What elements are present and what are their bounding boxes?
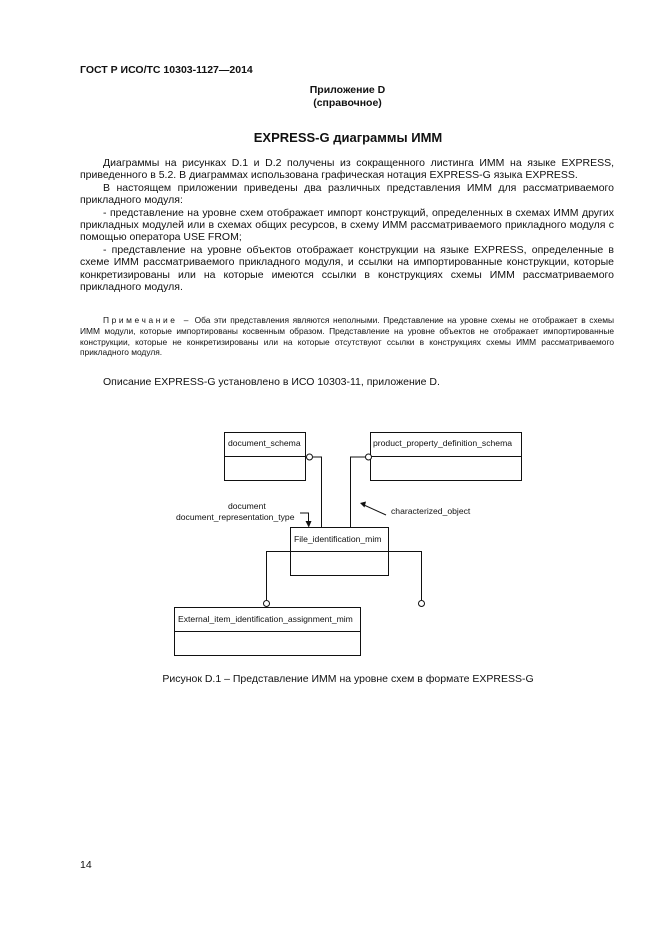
circle-document-schema <box>307 454 313 460</box>
label-document: document <box>228 501 266 511</box>
paragraph: Диаграммы на рисунках D.1 и D.2 получены из сокращенного листинга ИММ на языке EXPRESS, приведенного в 5.2. В диаграммах использована графическая нотация EXPRESS-G языка EXPRESS. <box>80 157 614 182</box>
link-external-item <box>267 552 291 601</box>
figure-caption: Рисунок D.1 – Представление ИММ на уровне схем в формате EXPRESS-G <box>162 673 534 685</box>
arrow-document <box>306 521 312 527</box>
link-document-schema <box>313 457 322 527</box>
standard-designation: ГОСТ Р ИСО/ТС 10303-1127—2014 <box>80 64 253 76</box>
page-number: 14 <box>80 859 92 871</box>
label-external-item-identification-assignment-mim: External_item_identification_assignment_mim <box>178 614 353 624</box>
circle-open-end <box>419 601 425 607</box>
annex-title: Приложение D <box>309 84 386 96</box>
label-file-identification-mim: File_identification_mim <box>294 534 382 544</box>
link-product-property <box>351 457 367 527</box>
link-open-end <box>388 552 422 601</box>
paragraph: - представление на уровне объектов отображает конструкции на языке EXPRESS, определенные в схеме ИММ рассматриваемого прикладного модуля, и ссылки на импортированные конструкции, которые конкретизированы или на которые имеются ссылки в конструкциях схемы ИММ рассматриваемого прикладного модуля. <box>80 243 614 294</box>
circle-external-item <box>264 601 270 607</box>
label-document-schema: document_schema <box>228 438 301 448</box>
label-product-property-definition-schema: product_property_definition_schema <box>373 438 513 448</box>
note-label: Примечание – <box>103 315 191 325</box>
label-characterized-object: characterized_object <box>391 506 471 516</box>
arrow-characterized-object <box>360 502 366 508</box>
description: Описание EXPRESS-G установлено в ИСО 10303-11, приложение D. <box>103 376 440 388</box>
leader-characterized-object <box>364 505 386 515</box>
circle-product-property <box>366 454 372 460</box>
note-text: Оба эти представления являются неполными. Представление на уровне схемы не отображает в схемы ИММ модули, которые импортированы косвенным образом. Представление на уровне объектов не отображает импортированные конструкции, которые не конкретизированы или на которые отсутствуют ссылки в конструкциях схемы ИММ рассматриваемого прикладного модуля. <box>80 315 614 358</box>
section-title: EXPRESS-G диаграммы ИММ <box>253 130 443 145</box>
annex-type: (справочное) <box>313 97 382 109</box>
leader-document-labels <box>300 513 309 522</box>
label-document-representation-type: document_representation_type <box>176 512 295 522</box>
paragraph: - представление на уровне схем отображает импорт конструкций, определенных в схемах ИММ других прикладных модулей или в схемах общих ресурсов, в схему ИММ рассматриваемого прикладного модуля с помощью оператора USE FROM; <box>80 206 614 244</box>
paragraph: В настоящем приложении приведены два различных представления ИММ для рассматриваемого прикладного модуля: <box>80 181 614 207</box>
